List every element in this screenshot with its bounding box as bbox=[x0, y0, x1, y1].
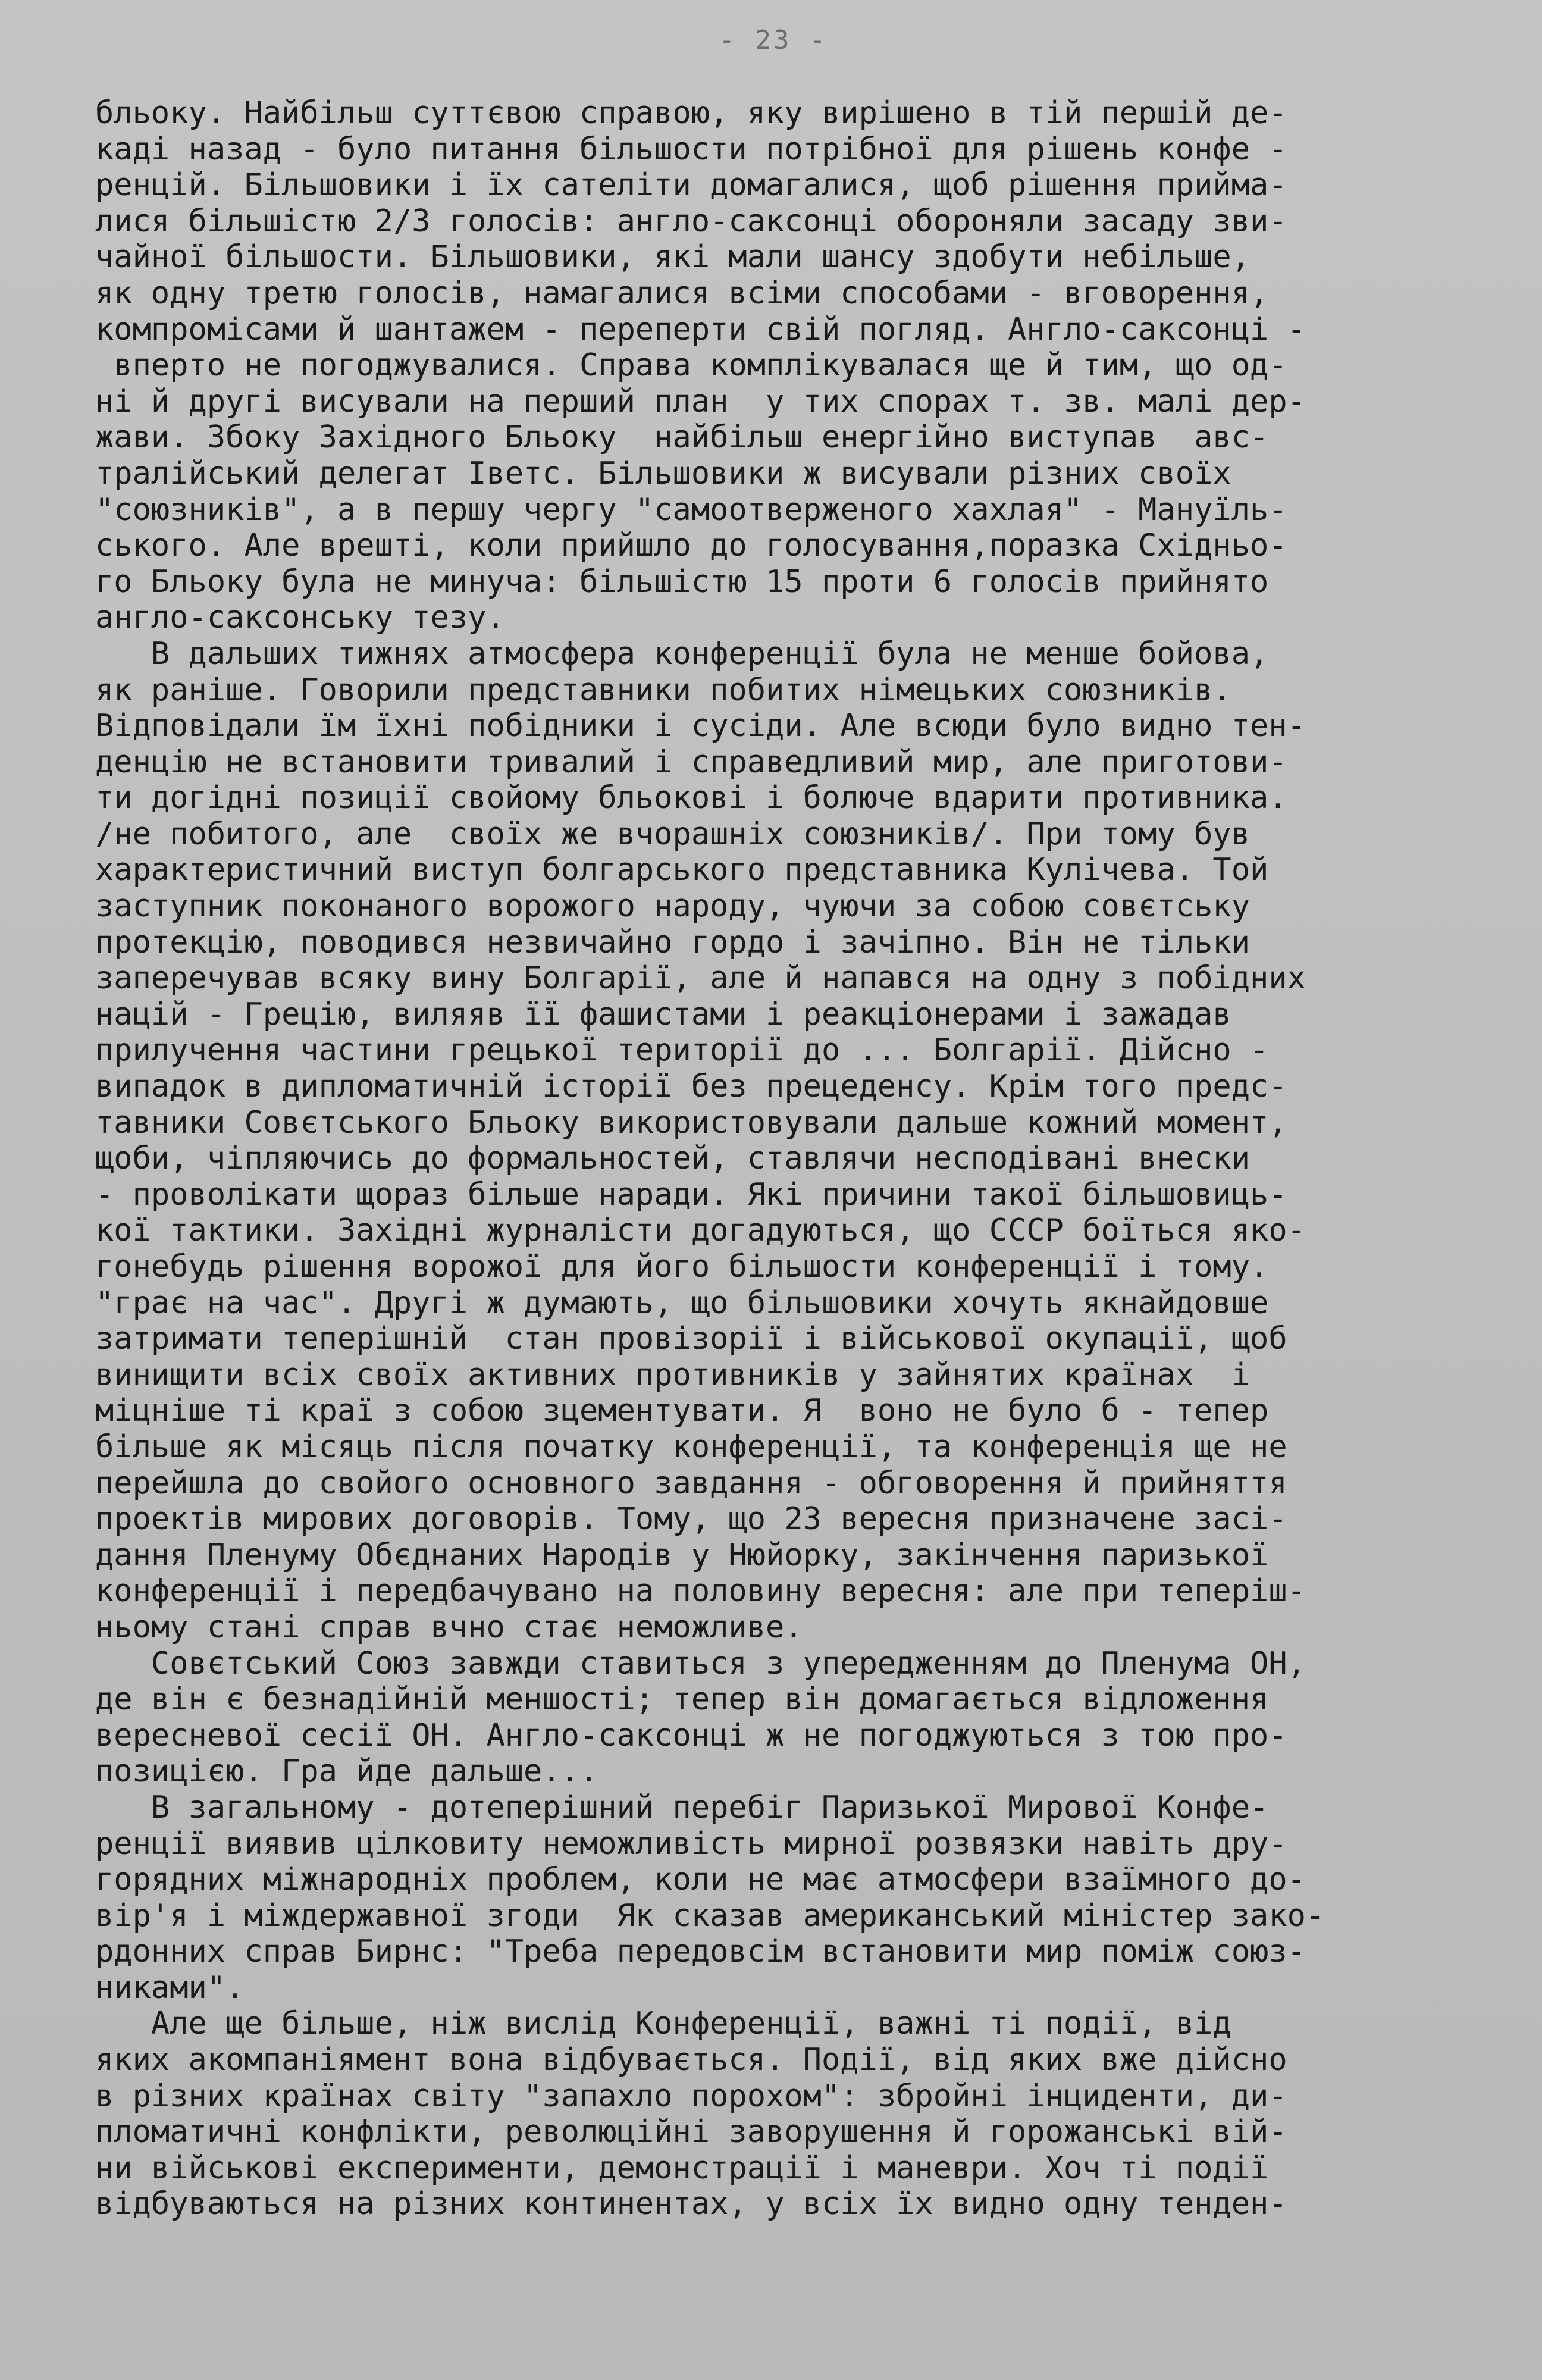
text-line: позицією. Гра йде дальше... bbox=[95, 1753, 598, 1790]
text-line: жави. Збоку Західного Бльоку найбільш енергійно виступав авс- bbox=[95, 419, 1269, 456]
text-line: заперечував всяку вину Болгарії, але й напався на одну з побідних bbox=[95, 960, 1306, 997]
body-text bbox=[95, 95, 1463, 2222]
text-line: ни військові експерименти, демонстрації і маневри. Хоч ті події bbox=[95, 2150, 1269, 2186]
text-line: кої тактики. Західні журналісти догадуються, що СССР боїться яко- bbox=[95, 1213, 1306, 1249]
text-line: ти догідні позиції свойому бльокові і болюче вдарити противника. bbox=[95, 780, 1287, 816]
text-line: як одну третю голосів, намагалися всіми способами - вговорення, bbox=[95, 275, 1269, 311]
text-line: прилучення частини грецької території до ... Болгарії. Дійсно - bbox=[95, 1032, 1269, 1069]
text-line: в різних країнах світу "запахло порохом": збройні інциденти, ди- bbox=[95, 2078, 1287, 2114]
text-line: затримати теперішній стан провізорії і військової окупації, щоб bbox=[95, 1321, 1287, 1357]
text-line: В дальших тижнях атмосфера конференції була не менше бойова, bbox=[95, 635, 1269, 672]
text-line: протекцію, поводився незвичайно гордо і зачіпно. Він не тільки bbox=[95, 924, 1250, 960]
text-line: англо-саксонську тезу. bbox=[95, 600, 505, 636]
text-line: - проволікати щораз більше наради. Які причини такої більшовиць- bbox=[95, 1176, 1287, 1213]
text-line: В загальному - дотеперішний перебіг Паризької Мирової Конфе- bbox=[95, 1789, 1269, 1825]
text-line: тавники Совєтського Бльоку використовували дальше кожний момент, bbox=[95, 1104, 1287, 1141]
text-line: де він є безнадійній меншості; тепер він домагається відложення bbox=[95, 1681, 1269, 1718]
text-line: як раніше. Говорили представники побитих німецьких союзників. bbox=[95, 672, 1231, 708]
text-line: більше як місяць після початку конференції, та конференція ще не bbox=[95, 1429, 1287, 1465]
text-line: бльоку. Найбільш суттєвою справою, яку вирішено в тій першій де- bbox=[95, 95, 1287, 131]
text-line: компромісами й шантажем - переперти свій погляд. Англо-саксонці - bbox=[95, 311, 1306, 347]
text-line: горядних міжнародніх проблем, коли не має атмосфери взаїмного до- bbox=[95, 1862, 1306, 1898]
text-line: винищити всіх своїх активних противників у зайнятих країнах і bbox=[95, 1357, 1250, 1393]
text-line: лися більшістю 2/3 голосів: англо-саксонці обороняли засаду зви- bbox=[95, 203, 1287, 239]
text-line: перейшла до свойого основного завдання - обговорення й прийняття bbox=[95, 1465, 1287, 1501]
text-line: дання Пленуму Обєднаних Народів у Нюйорку, закінчення паризької bbox=[95, 1537, 1269, 1573]
text-line: конференції і передбачувано на половину вересня: але при теперіш- bbox=[95, 1573, 1306, 1609]
text-line: випадок в дипломатичній історії без прецеденсу. Крім того предс- bbox=[95, 1069, 1287, 1105]
text-line: каді назад - було питання більшости потрібної для рішень конфе - bbox=[95, 131, 1287, 167]
text-line: /не побитого, але своїх же вчорашніх союзників/. При тому був bbox=[95, 816, 1250, 852]
text-line: гонебудь рішення ворожої для його більшости конференції і тому. bbox=[95, 1249, 1269, 1285]
text-line: ні й другі висували на перший план у тих спорах т. зв. малі дер- bbox=[95, 383, 1306, 419]
page-number: - 23 - bbox=[719, 25, 828, 55]
text-line: щоби, чіпляючись до формальностей, ставлячи несподівані внески bbox=[95, 1141, 1250, 1177]
text-line: Совєтський Союз завжди ставиться з упередженням до Пленума ОН, bbox=[95, 1645, 1306, 1681]
text-line: заступник поконаного ворожого народу, чуючи за собою совєтську bbox=[95, 888, 1250, 925]
text-line: націй - Грецію, виляяв її фашистами і реакціонерами і зажадав bbox=[95, 996, 1231, 1032]
text-line: ренцій. Більшовики і їх сателіти домагалися, щоб рішення прийма- bbox=[95, 167, 1287, 203]
text-line: го Бльоку була не минуча: більшістю 15 проти 6 голосів прийнято bbox=[95, 563, 1269, 600]
text-line: вперто не погоджувалися. Справа комплікувалася ще й тим, що од- bbox=[95, 347, 1287, 384]
text-line: вір'я і міждержавної згоди Як сказав американський міністер зако- bbox=[95, 1897, 1325, 1934]
text-line: тралійський делегат Іветс. Більшовики ж висували різних своїх bbox=[95, 455, 1231, 491]
text-line: Але ще більше, ніж вислід Конференції, важні ті події, від bbox=[95, 2006, 1231, 2042]
text-line: ського. Але врешті, коли прийшло до голосування,поразка Східньо- bbox=[95, 528, 1287, 564]
text-line: вересневої сесії ОН. Англо-саксонці ж не погоджуються з тою про- bbox=[95, 1717, 1287, 1753]
text-line: ньому стані справ вчно стає неможливе. bbox=[95, 1609, 803, 1645]
text-line: проектів мирових договорів. Тому, що 23 вересня призначене засі- bbox=[95, 1501, 1287, 1537]
text-line: чайної більшости. Більшовики, які мали шансу здобути небільше, bbox=[95, 239, 1250, 275]
text-line: денцію не встановити тривалий і справедливий мир, але приготови- bbox=[95, 744, 1287, 780]
text-line: ренції виявив цілковиту неможливість мирної розвязки навіть дру- bbox=[95, 1825, 1287, 1862]
text-line: міцніше ті краї з собою зцементувати. Я воно не було б - тепер bbox=[95, 1393, 1269, 1429]
text-line: "грає на час". Другі ж думають, що більшовики хочуть якнайдовше bbox=[95, 1285, 1269, 1321]
text-line: "союзників", а в першу чергу "самоотверженого хахлая" - Мануїль- bbox=[95, 491, 1287, 528]
text-line: характеристичний виступ болгарського представника Кулічева. Той bbox=[95, 852, 1269, 888]
text-line: рдонних справ Бирнс: "Треба передовсім встановити мир поміж союз- bbox=[95, 1934, 1306, 1970]
text-line: никами". bbox=[95, 1969, 245, 2006]
text-line: яких акомпаніямент вона відбувається. Події, від яких вже дійсно bbox=[95, 2042, 1287, 2078]
text-line: пломатичні конфлікти, революційні заворушення й горожанські вій- bbox=[95, 2114, 1287, 2150]
text-line: Відповідали їм їхні побідники і сусіди. Але всюди було видно тен- bbox=[95, 708, 1306, 744]
text-line: відбуваються на різних континентах, у всіх їх видно одну тенден- bbox=[95, 2186, 1287, 2222]
